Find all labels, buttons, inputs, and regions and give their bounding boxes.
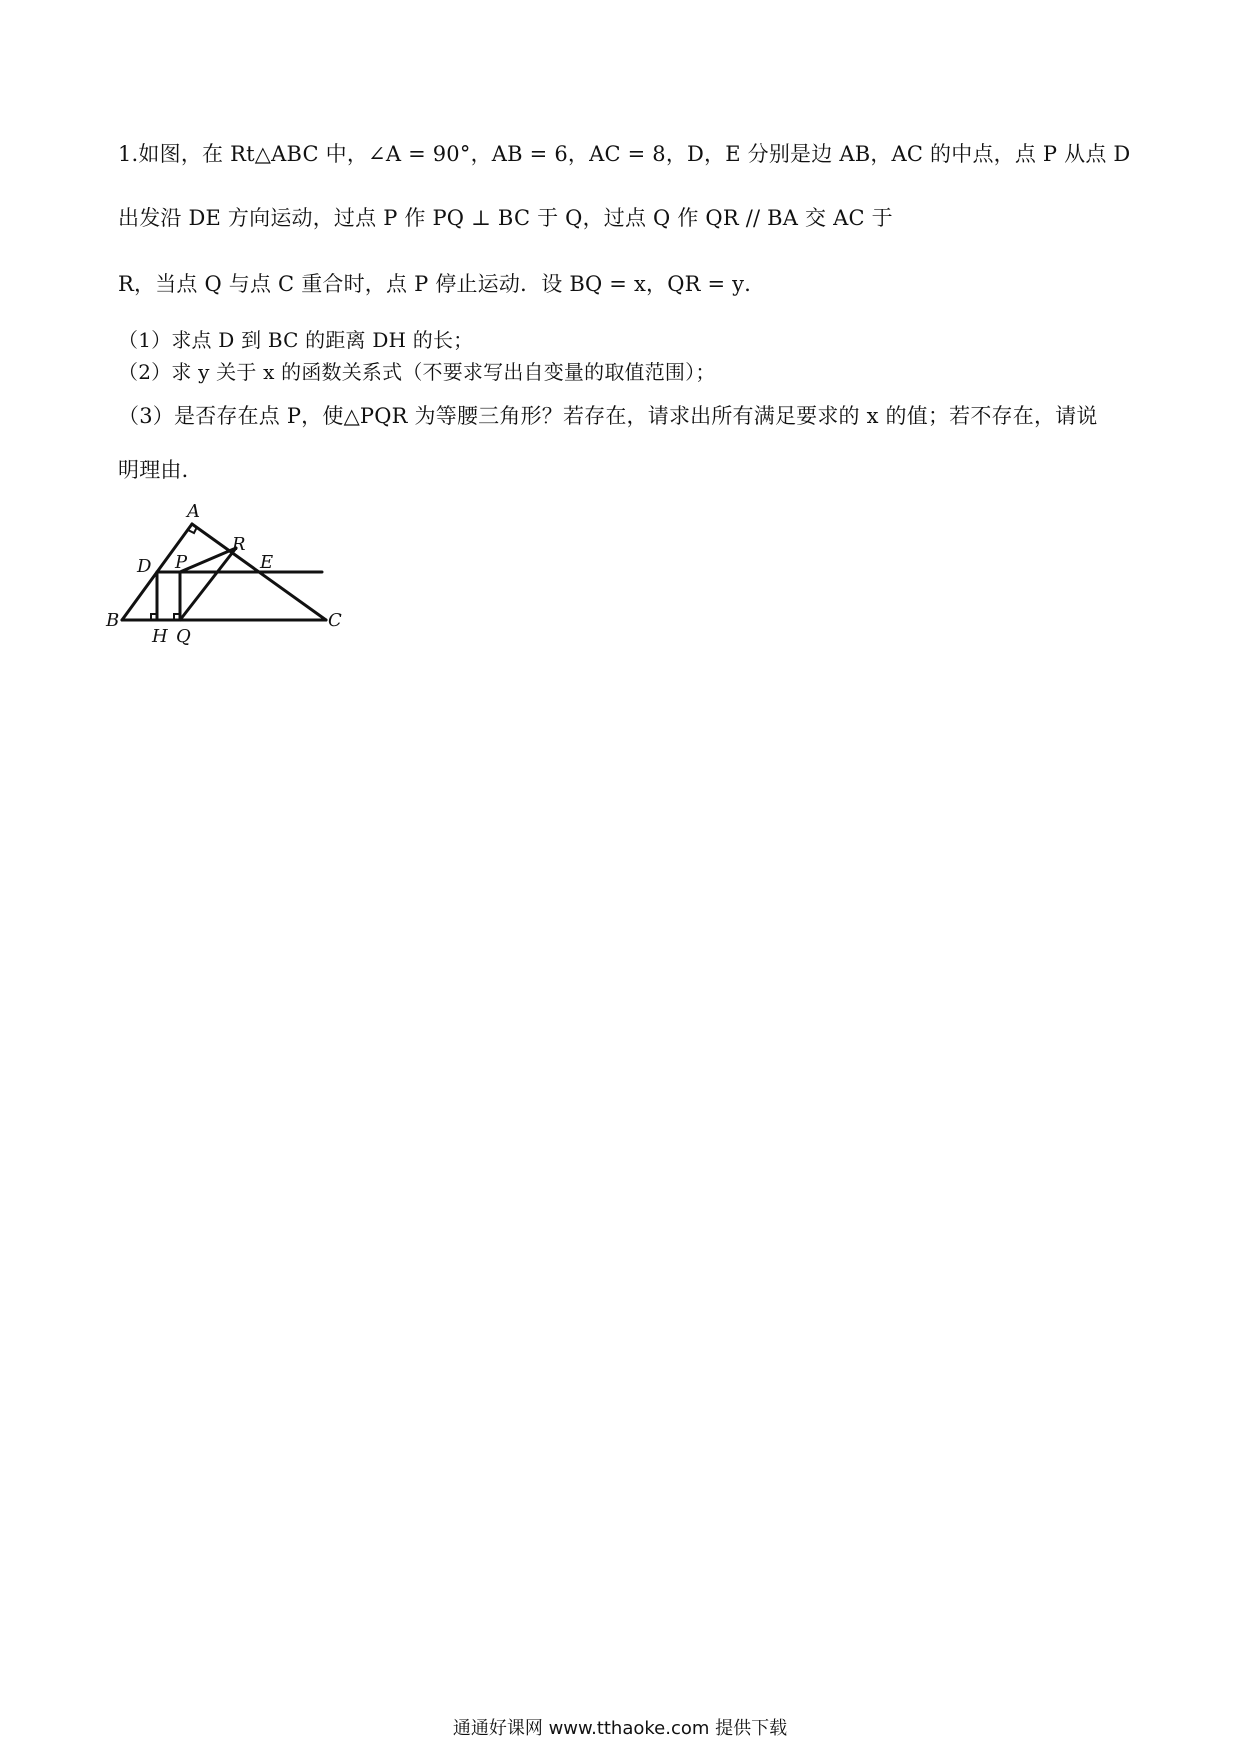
label-b: B <box>106 610 120 631</box>
geometry-figure-main <box>106 460 400 700</box>
label-q: Q <box>176 626 191 647</box>
label-a: A <box>187 501 200 522</box>
label-e: E <box>260 552 274 573</box>
footer-credit: 通通好课网 www.tthaoke.com 提供下载 <box>452 1718 788 1739</box>
label-c: C <box>328 610 342 631</box>
label-r: R <box>232 534 246 555</box>
label-p: P <box>175 552 188 573</box>
problem-line-3: R，当点 Q 与点 C 重合时，点 P 停止运动．设 BQ = x，QR = y． <box>118 272 766 296</box>
label-h: H <box>152 626 168 647</box>
problem-line-2: 出发沿 DE 方向运动，过点 P 作 PQ ⊥ BC 于 Q，过点 Q 作 QR // BA 交 AC 于 <box>118 206 893 230</box>
question-2: （2）求 y 关于 x 的函数关系式（不要求写出自变量的取值范围）； <box>118 360 716 384</box>
problem-line-1: 1.如图，在 Rt△ABC 中，∠A = 90°，AB = 6，AC = 8，D，E 分别是边 AB，AC 的中点，点 P 从点 D <box>118 142 1131 166</box>
label-d: D <box>137 556 152 577</box>
question-3-line-2: 明理由． <box>118 458 203 482</box>
question-3-line-1: （3）是否存在点 P，使△PQR 为等腰三角形？若存在，请求出所有满足要求的 x 的值；若不存在，请说 <box>118 404 1098 428</box>
question-1: （1）求点 D 到 BC 的距离 DH 的长； <box>118 328 474 352</box>
